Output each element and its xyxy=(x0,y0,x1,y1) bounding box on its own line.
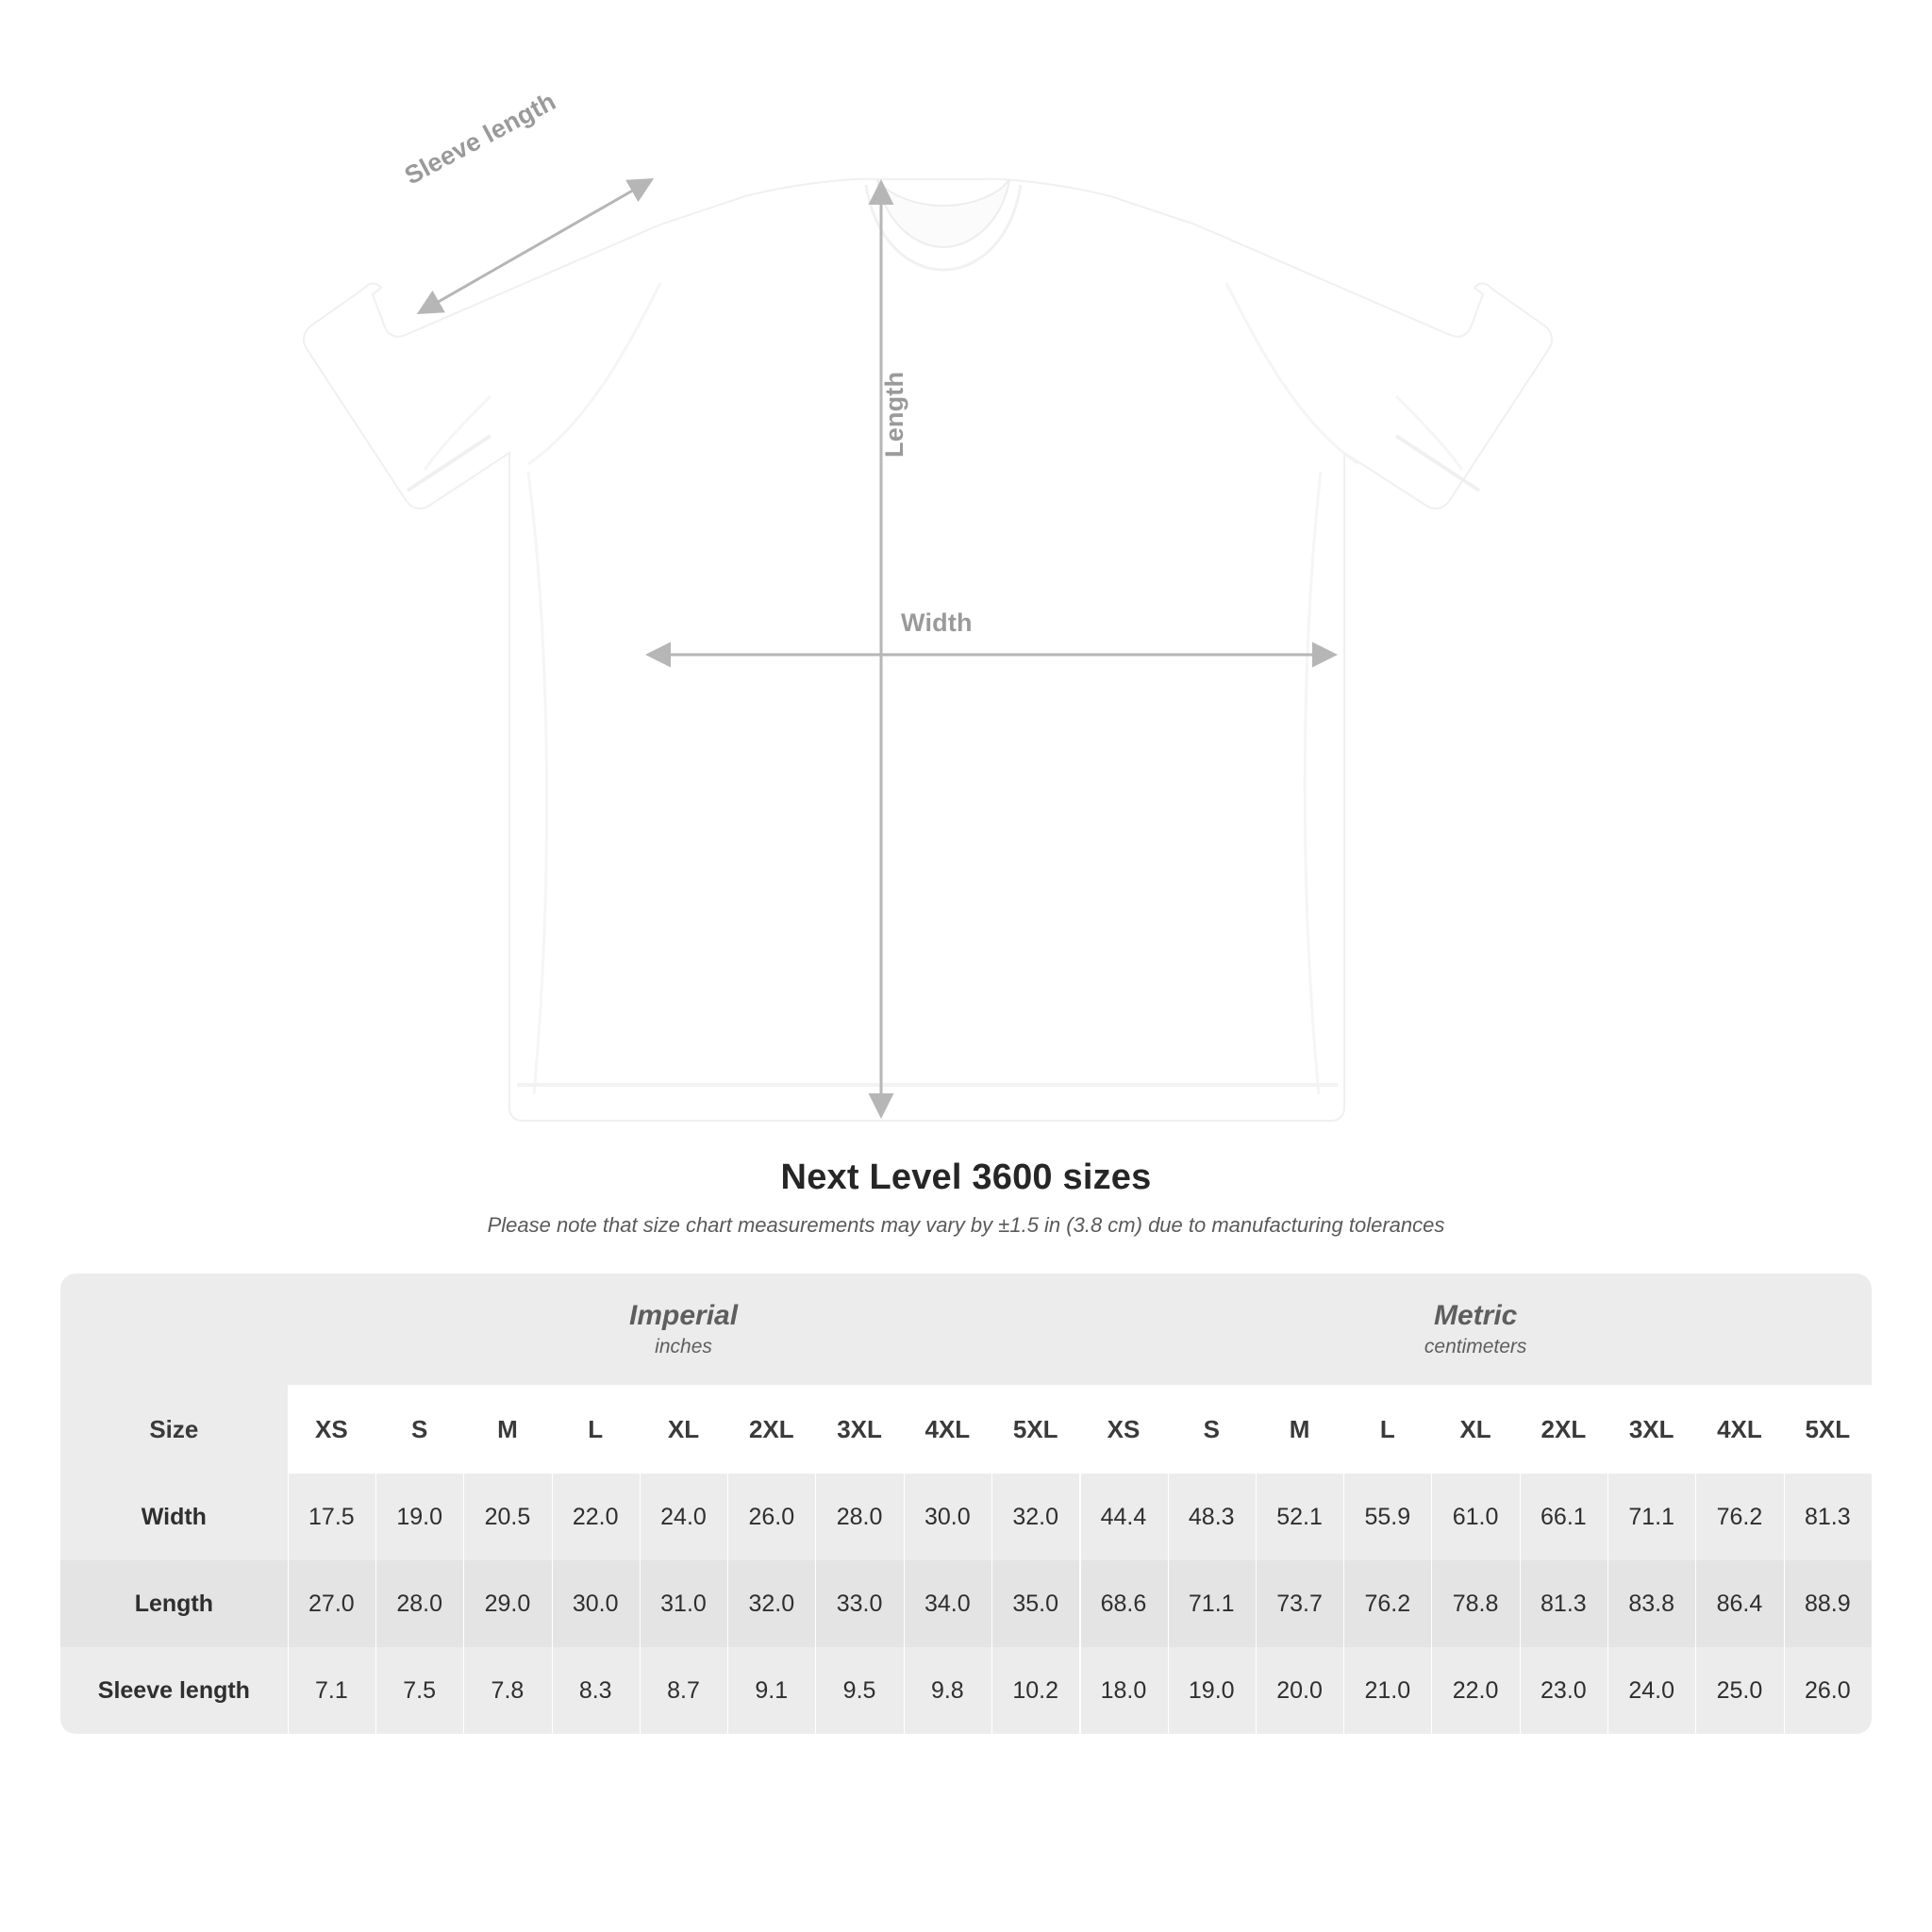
cell-length-metric-s: 71.1 xyxy=(1168,1560,1256,1647)
cell-width-imperial-xs: 17.5 xyxy=(288,1474,375,1560)
cell-sleeve-imperial-3xl: 9.5 xyxy=(815,1647,903,1734)
cell-sleeve-imperial-5xl: 10.2 xyxy=(991,1647,1079,1734)
cell-width-imperial-2xl: 26.0 xyxy=(727,1474,815,1560)
table-row xyxy=(60,1647,1872,1734)
col-header-imperial-xs: XS xyxy=(288,1385,375,1474)
length-label: Length xyxy=(880,371,908,458)
row-label-length: Length xyxy=(60,1560,288,1647)
cell-width-imperial-l: 22.0 xyxy=(552,1474,640,1560)
cell-sleeve-imperial-xl: 8.7 xyxy=(640,1647,727,1734)
cell-length-imperial-xl: 31.0 xyxy=(640,1560,727,1647)
cell-width-imperial-3xl: 28.0 xyxy=(815,1474,903,1560)
cell-width-metric-5xl: 81.3 xyxy=(1784,1474,1872,1560)
unit-header-imperial xyxy=(288,1274,1080,1385)
width-label: Width xyxy=(901,608,973,637)
cell-sleeve-imperial-m: 7.8 xyxy=(463,1647,551,1734)
cell-width-metric-2xl: 66.1 xyxy=(1520,1474,1607,1560)
cell-width-imperial-4xl: 30.0 xyxy=(904,1474,991,1560)
cell-sleeve-metric-5xl: 26.0 xyxy=(1784,1647,1872,1734)
cell-length-metric-xl: 78.8 xyxy=(1431,1560,1519,1647)
cell-length-metric-l: 76.2 xyxy=(1343,1560,1431,1647)
size-header-label: Size xyxy=(60,1385,288,1474)
col-header-imperial-3xl: 3XL xyxy=(815,1385,903,1474)
cell-width-imperial-m: 20.5 xyxy=(463,1474,551,1560)
col-header-imperial-m: M xyxy=(463,1385,551,1474)
cell-width-metric-xs: 44.4 xyxy=(1079,1474,1167,1560)
cell-sleeve-imperial-l: 8.3 xyxy=(552,1647,640,1734)
cell-width-metric-4xl: 76.2 xyxy=(1695,1474,1783,1560)
cell-length-metric-xs: 68.6 xyxy=(1079,1560,1167,1647)
cell-width-metric-l: 55.9 xyxy=(1343,1474,1431,1560)
cell-sleeve-metric-m: 20.0 xyxy=(1256,1647,1343,1734)
unit-header-row xyxy=(60,1274,1872,1385)
sleeve-length-label: Sleeve length xyxy=(400,87,561,191)
col-header-imperial-s: S xyxy=(375,1385,463,1474)
metric-name: Metric xyxy=(1433,1299,1518,1331)
tolerance-note: Please note that size chart measurements may vary by ±1.5 in (3.8 cm) due to manufacturing tolerances xyxy=(487,1213,1445,1237)
cell-length-imperial-s: 28.0 xyxy=(375,1560,463,1647)
unit-header-spacer xyxy=(60,1274,288,1385)
size-table xyxy=(60,1274,1872,1734)
cell-sleeve-imperial-4xl: 9.8 xyxy=(904,1647,991,1734)
cell-length-imperial-4xl: 34.0 xyxy=(904,1560,991,1647)
cell-length-metric-2xl: 81.3 xyxy=(1520,1560,1607,1647)
cell-sleeve-metric-3xl: 24.0 xyxy=(1607,1647,1695,1734)
cell-sleeve-metric-l: 21.0 xyxy=(1343,1647,1431,1734)
cell-length-imperial-m: 29.0 xyxy=(463,1560,551,1647)
col-header-imperial-5xl: 5XL xyxy=(991,1385,1079,1474)
cell-length-imperial-xs: 27.0 xyxy=(288,1560,375,1647)
imperial-sub: inches xyxy=(655,1336,712,1358)
title-block xyxy=(0,1158,1932,1238)
cell-sleeve-metric-s: 19.0 xyxy=(1168,1647,1256,1734)
cell-length-metric-m: 73.7 xyxy=(1256,1560,1343,1647)
cell-length-imperial-l: 30.0 xyxy=(552,1560,640,1647)
cell-sleeve-metric-2xl: 23.0 xyxy=(1520,1647,1607,1734)
cell-sleeve-imperial-s: 7.5 xyxy=(375,1647,463,1734)
col-header-metric-2xl: 2XL xyxy=(1520,1385,1607,1474)
row-label-sleeve-length: Sleeve length xyxy=(60,1647,288,1734)
col-header-metric-4xl: 4XL xyxy=(1695,1385,1783,1474)
cell-width-imperial-s: 19.0 xyxy=(375,1474,463,1560)
unit-header-metric xyxy=(1079,1274,1872,1385)
size-table-wrapper xyxy=(60,1274,1872,1734)
col-header-imperial-2xl: 2XL xyxy=(727,1385,815,1474)
cell-width-metric-s: 48.3 xyxy=(1168,1474,1256,1560)
cell-width-metric-m: 52.1 xyxy=(1256,1474,1343,1560)
col-header-metric-s: S xyxy=(1168,1385,1256,1474)
col-header-metric-l: L xyxy=(1343,1385,1431,1474)
col-header-metric-3xl: 3XL xyxy=(1607,1385,1695,1474)
table-row xyxy=(60,1474,1872,1560)
cell-length-metric-5xl: 88.9 xyxy=(1784,1560,1872,1647)
row-label-width: Width xyxy=(60,1474,288,1560)
col-header-metric-xl: XL xyxy=(1431,1385,1519,1474)
imperial-name: Imperial xyxy=(629,1299,739,1331)
col-header-imperial-l: L xyxy=(552,1385,640,1474)
cell-length-metric-3xl: 83.8 xyxy=(1607,1560,1695,1647)
cell-sleeve-metric-4xl: 25.0 xyxy=(1695,1647,1783,1734)
cell-sleeve-imperial-xs: 7.1 xyxy=(288,1647,375,1734)
cell-length-imperial-2xl: 32.0 xyxy=(727,1560,815,1647)
cell-width-metric-xl: 61.0 xyxy=(1431,1474,1519,1560)
metric-sub: centimeters xyxy=(1424,1336,1527,1358)
col-header-imperial-4xl: 4XL xyxy=(904,1385,991,1474)
col-header-metric-m: M xyxy=(1256,1385,1343,1474)
cell-sleeve-imperial-2xl: 9.1 xyxy=(727,1647,815,1734)
col-header-metric-xs: XS xyxy=(1079,1385,1167,1474)
page-title: Next Level 3600 sizes xyxy=(780,1158,1152,1197)
cell-length-imperial-3xl: 33.0 xyxy=(815,1560,903,1647)
cell-width-imperial-xl: 24.0 xyxy=(640,1474,727,1560)
cell-length-metric-4xl: 86.4 xyxy=(1695,1560,1783,1647)
table-row xyxy=(60,1560,1872,1647)
cell-width-imperial-5xl: 32.0 xyxy=(991,1474,1079,1560)
cell-sleeve-metric-xs: 18.0 xyxy=(1079,1647,1167,1734)
col-header-metric-5xl: 5XL xyxy=(1784,1385,1872,1474)
size-header-row xyxy=(60,1385,1872,1474)
cell-width-metric-3xl: 71.1 xyxy=(1607,1474,1695,1560)
cell-sleeve-metric-xl: 22.0 xyxy=(1431,1647,1519,1734)
cell-length-imperial-5xl: 35.0 xyxy=(991,1560,1079,1647)
col-header-imperial-xl: XL xyxy=(640,1385,727,1474)
